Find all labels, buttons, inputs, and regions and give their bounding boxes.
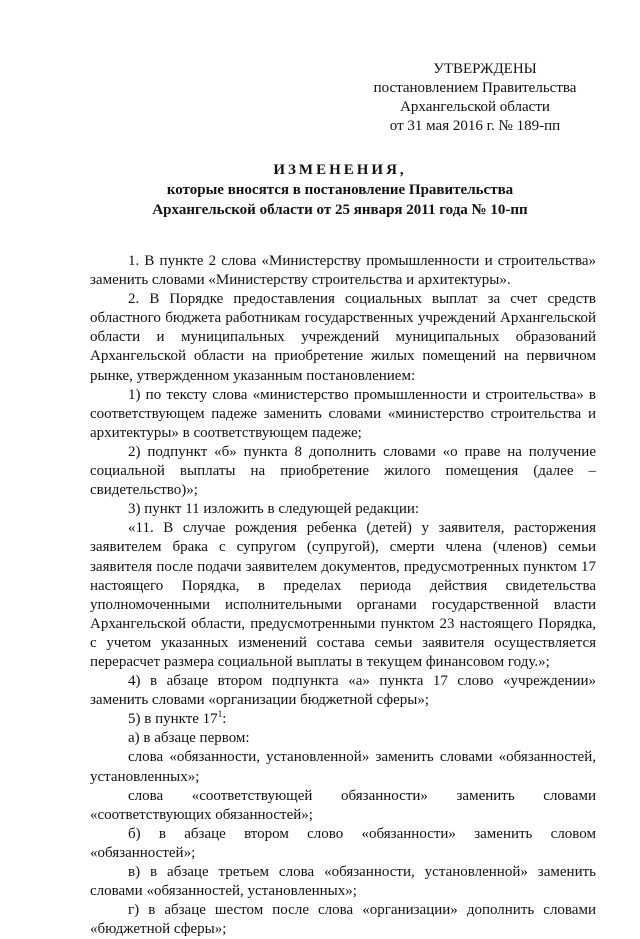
- paragraph: 4) в абзаце втором подпункта «а» пункта 17 слово «учреждении» заменить словами «организации бюджетной сферы»;: [90, 673, 596, 709]
- paragraph: в) в абзаце третьем слова «обязанности, установленной» заменить словами «обязанностей, установленных»;: [90, 864, 596, 900]
- paragraph-text: :: [222, 711, 227, 728]
- document-title: [90, 160, 590, 220]
- paragraph: 3) пункт 11 изложить в следующей редакции:: [128, 501, 420, 518]
- paragraph: 2) подпункт «б» пункта 8 дополнить словами «о праве на получение социальной выплаты на приобретение жилого помещения (далее – свидетельство)»;: [90, 443, 596, 499]
- title-subtitle: Архангельской области от 25 января 2011 года № 10-пп: [152, 202, 528, 218]
- title-subtitle: которые вносятся в постановление Правительства: [166, 182, 514, 198]
- paragraph: а) в абзаце первом:: [128, 730, 250, 747]
- approval-date: от 31 мая 2016 г. № 189-пп: [389, 118, 561, 134]
- document-body: [90, 252, 596, 939]
- superscript: 1: [217, 709, 223, 720]
- paragraph: слова «соответствующей обязанности» заменить словами «соответствующих обязанностей»;: [90, 787, 596, 823]
- paragraph: слова «обязанности, установленной» заменить словами «обязанностей, установленных»;: [90, 749, 596, 785]
- paragraph: 1) по тексту слова «министерство промышленности и строительства» в соответствующем падеже заменить словами «министерство строительства и архитектуры» в соответствующем падеже;: [90, 386, 596, 441]
- approval-title: УТВЕРЖДЕНЫ: [433, 61, 537, 77]
- title-heading: ИЗМЕНЕНИЯ,: [273, 162, 407, 178]
- paragraph: 1. В пункте 2 слова «Министерству промышленности и строительства» заменить словами «Министерству строительства и архитектуры».: [90, 253, 596, 289]
- approval-stamp: [360, 60, 590, 136]
- paragraph: «11. В случае рождения ребенка (детей) у заявителя, расторжения заявителем брака с супругом (супругой), смерти члена (членов) семьи заявителя после подачи заявителем документов, предусмотренных пунктом 17 настоящего Порядка, в пределах периода действия свидетельства уполномоченными исполнительными органами государственной власти Архангельской области, предусмотренными пунктом 23 настоящего Порядка, с учетом указанных изменений состава семьи заявителя осуществляется перерасчет размера социальной выплаты в текущем финансовом году.»;: [90, 520, 596, 670]
- approval-line: Архангельской области: [400, 99, 550, 115]
- paragraph: б) в абзаце втором слово «обязанности» заменить словом «обязанностей»;: [90, 825, 596, 861]
- approval-line: постановлением Правительства: [373, 80, 577, 96]
- paragraph-text: 5) в пункте 17: [128, 711, 218, 728]
- paragraph: [90, 710, 596, 729]
- paragraph: г) в абзаце шестом после слова «организации» дополнить словами «бюджетной сферы»;: [90, 902, 596, 938]
- paragraph: 2. В Порядке предоставления социальных выплат за счет средств областного бюджета работникам государственных учреждений Архангельской области и муниципальных учреждений муниципальных образований Архангельской области на приобретение жилых помещений на первичном рынке, утвержденном указанным постановлением:: [90, 291, 596, 384]
